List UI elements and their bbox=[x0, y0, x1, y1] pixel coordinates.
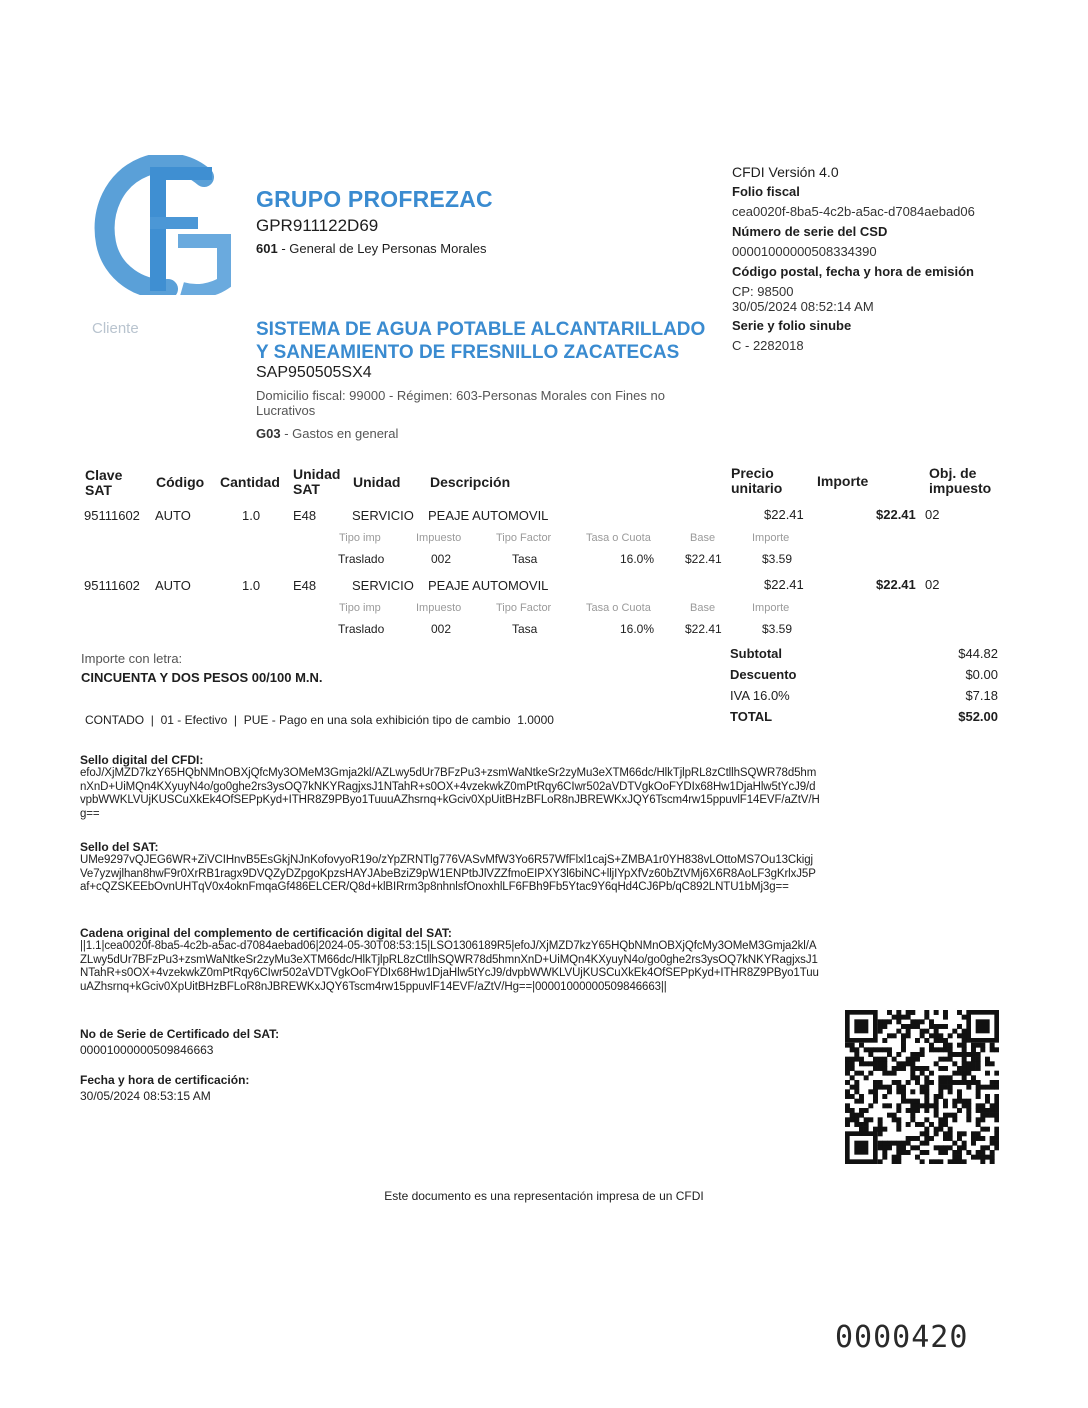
tax-base: $22.41 bbox=[685, 622, 722, 636]
row-cantidad: 1.0 bbox=[242, 508, 261, 523]
descuento-label: Descuento bbox=[730, 667, 797, 682]
tax-base: $22.41 bbox=[685, 552, 722, 566]
serie-value: C - 2282018 bbox=[732, 338, 804, 353]
row-obj: 02 bbox=[925, 577, 940, 592]
amount-words-label: Importe con letra: bbox=[81, 651, 183, 666]
tax-impuesto: 002 bbox=[431, 552, 452, 566]
iva-label: IVA 16.0% bbox=[730, 688, 790, 703]
client-uso-code: G03 bbox=[256, 426, 281, 441]
row-clave: 95111602 bbox=[84, 508, 140, 523]
sello-cfdi-value: efoJ/XjMZD7kzY65HQbNMnOBXjQfcMy3OMeM3Gmja2kl/AZLwy5dUr7BFzPu3+zsmWaNtkeSr2zyMu3eXTM66dc/HlkTjlpRL8zCtllhSQWR78d5hmnXnD+UiMQn4KXyuyN4o/go0ghe2rs3ysOQ7kNKYRagjxsJ1NTahR+s0OX+4vzekwkZ0mPtRqy6CIwr502aVDTVgkOoFYDIx68Hw1DjaHlw5tYcJ9/dvpbWWKLVUjKUSCuXkEk4OfSEPpKyd+ITHR8Z9PByo1TuuuAZhsrnq+kGciv0XpUitBHzBFLoR8nJBREWKxJQY6Tscm4rw15ppuvlF14EVF/aZtV/Hg== bbox=[80, 767, 820, 820]
cert-sat-section bbox=[80, 1027, 279, 1057]
row-importe: $22.41 bbox=[876, 507, 916, 522]
client-rfc: SAP950505SX4 bbox=[256, 364, 372, 381]
client-name-line1: SISTEMA DE AGUA POTABLE ALCANTARILLADO bbox=[256, 319, 706, 340]
serie-label: Serie y folio sinube bbox=[732, 318, 852, 333]
cadena-label: Cadena original del complemento de certificación digital del SAT: bbox=[80, 926, 452, 940]
tax-impuesto-label: Impuesto bbox=[416, 602, 462, 614]
descuento-value: $0.00 bbox=[965, 667, 998, 682]
total-value: $52.00 bbox=[958, 709, 998, 724]
company-logo bbox=[92, 155, 232, 295]
tax-importe-label: Importe bbox=[752, 602, 790, 614]
tax-factor-label: Tipo Factor bbox=[496, 602, 552, 614]
col-unidad: Unidad bbox=[353, 474, 401, 490]
page-number: 0000420 bbox=[835, 1320, 969, 1355]
tax-factor: Tasa bbox=[512, 622, 538, 636]
issuer-regime-code: 601 bbox=[256, 241, 278, 256]
cert-fecha-label: Fecha y hora de certificación: bbox=[80, 1073, 250, 1087]
cadena-value: ||1.1|cea0020f-8ba5-4c2b-a5ac-d7084aebad06|2024-05-30T08:53:15|LSO1306189R5|efoJ/XjMZD7kzY65HQbNMnOBXjQfcMy3OMeM3Gmja2kl/AZLwy5dUr7BFzPu3+zsmWaNtkeSr2zyMu3eXTM66dc/HlkTjlpRL8zCtllhSQWR78d5hmnXnD+UiMQn4KXyuyN4o/go0ghe2rs3ysOQ7kNKYRagjxsJ1NTahR+s0OX+4vzekwkZ0mPtRqy6CIwr502aVDTVgkOoFYDIx68Hw1DjaHlw5tYcJ9/dvpbWWKLVUjKUSCuXkEk4OfSEPpKyd+ITHR8Z9PByo1TuuuAZhsrnq+kGciv0XpUitBHzBFLoR8nJBREWKxJQY6Tscm4rw15ppuvlF14EVF/aZtV/Hg==|00001000000509846663|| bbox=[80, 940, 819, 993]
tax-tasa-label: Tasa o Cuota bbox=[586, 602, 651, 614]
row-cantidad: 1.0 bbox=[242, 578, 261, 593]
row-precio: $22.41 bbox=[764, 577, 804, 592]
emission-datetime: 30/05/2024 08:52:14 AM bbox=[732, 299, 874, 314]
client-uso-cfdi bbox=[256, 426, 398, 441]
sello-sat-section bbox=[80, 840, 820, 895]
tax-impuesto-label: Impuesto bbox=[416, 532, 462, 544]
tax-tipo: Traslado bbox=[338, 552, 385, 566]
footer-note: Este documento es una representación impresa de un CFDI bbox=[384, 1189, 704, 1203]
amount-words: CINCUENTA Y DOS PESOS 00/100 M.N. bbox=[81, 670, 323, 685]
total-row bbox=[730, 709, 998, 730]
tax-tipo-label: Tipo imp bbox=[339, 532, 381, 544]
tax-tasa-label: Tasa o Cuota bbox=[586, 532, 651, 544]
cfdi-version: CFDI Versión 4.0 bbox=[732, 164, 839, 180]
row-precio: $22.41 bbox=[764, 507, 804, 522]
sello-cfdi-label: Sello digital del CFDI: bbox=[80, 753, 204, 767]
col-unidad-sat: Unidad SAT bbox=[293, 466, 341, 497]
client-uso-desc: - Gastos en general bbox=[280, 426, 399, 441]
col-precio-unitario: Precio unitario bbox=[731, 465, 783, 496]
payment-info: CONTADO | 01 - Efectivo | PUE - Pago en una sola exhibición tipo de cambio 1.0000 bbox=[85, 713, 554, 727]
row-obj: 02 bbox=[925, 507, 940, 522]
iva-value: $7.18 bbox=[965, 688, 998, 703]
issuer-regime-desc: - General de Ley Personas Morales bbox=[277, 241, 487, 256]
issuer-regime bbox=[256, 241, 487, 256]
col-cantidad: Cantidad bbox=[220, 474, 280, 490]
iva-row bbox=[730, 688, 998, 709]
tax-base-label: Base bbox=[690, 602, 716, 614]
issuer-name: GRUPO PROFREZAC bbox=[256, 186, 493, 212]
cadena-section bbox=[80, 926, 820, 994]
subtotal-value: $44.82 bbox=[958, 646, 998, 661]
cert-fecha-value: 30/05/2024 08:53:15 AM bbox=[80, 1089, 211, 1103]
cfdi-info bbox=[732, 162, 1032, 356]
col-clave-sat: Clave SAT bbox=[85, 467, 123, 498]
csd-value: 00001000000508334390 bbox=[732, 244, 877, 259]
sello-cfdi-section bbox=[80, 753, 820, 821]
cp-value: CP: 98500 bbox=[732, 284, 794, 299]
totals-block bbox=[730, 646, 998, 730]
row-codigo: AUTO bbox=[155, 508, 191, 523]
col-codigo: Código bbox=[156, 474, 205, 490]
client-label: Cliente bbox=[92, 320, 139, 337]
tax-importe: $3.59 bbox=[762, 622, 793, 636]
cert-sat-value: 00001000000509846663 bbox=[80, 1043, 214, 1057]
row-codigo: AUTO bbox=[155, 578, 191, 593]
row-unidad: SERVICIO bbox=[352, 508, 414, 523]
issuer-rfc: GPR911122D69 bbox=[256, 216, 379, 235]
col-importe: Importe bbox=[817, 473, 869, 489]
tax-factor: Tasa bbox=[512, 552, 538, 566]
col-obj-impuesto: Obj. de impuesto bbox=[929, 465, 992, 496]
sello-sat-label: Sello del SAT: bbox=[80, 840, 159, 854]
tax-tipo: Traslado bbox=[338, 622, 385, 636]
row-clave: 95111602 bbox=[84, 578, 140, 593]
cp-label: Código postal, fecha y hora de emisión bbox=[732, 264, 974, 279]
qr-code bbox=[845, 1010, 999, 1164]
descuento-row bbox=[730, 667, 998, 688]
folio-label: Folio fiscal bbox=[732, 184, 800, 199]
subtotal-label: Subtotal bbox=[730, 646, 782, 661]
csd-label: Número de serie del CSD bbox=[732, 224, 888, 239]
row-descripcion: PEAJE AUTOMOVIL bbox=[428, 508, 549, 523]
tax-importe: $3.59 bbox=[762, 552, 793, 566]
cert-fecha-section bbox=[80, 1073, 249, 1103]
folio-value: cea0020f-8ba5-4c2b-a5ac-d7084aebad06 bbox=[732, 204, 975, 219]
cert-sat-label: No de Serie de Certificado del SAT: bbox=[80, 1027, 280, 1041]
client-name-line2: Y SANEAMIENTO DE FRESNILLO ZACATECAS bbox=[256, 342, 680, 363]
col-descripcion: Descripción bbox=[430, 474, 511, 490]
tax-factor-label: Tipo Factor bbox=[496, 532, 552, 544]
tax-tasa: 16.0% bbox=[620, 552, 655, 566]
row-unidad-sat: E48 bbox=[293, 578, 317, 593]
subtotal-row bbox=[730, 646, 998, 667]
tax-tipo-label: Tipo imp bbox=[339, 602, 381, 614]
tax-base-label: Base bbox=[690, 532, 716, 544]
row-importe: $22.41 bbox=[876, 577, 916, 592]
tax-importe-label: Importe bbox=[752, 532, 790, 544]
row-descripcion: PEAJE AUTOMOVIL bbox=[428, 578, 549, 593]
row-unidad-sat: E48 bbox=[293, 508, 317, 523]
client-name bbox=[256, 318, 776, 364]
tax-tasa: 16.0% bbox=[620, 622, 655, 636]
tax-impuesto: 002 bbox=[431, 622, 452, 636]
client-domicilio: Domicilio fiscal: 99000 - Régimen: 603-Personas Morales con Fines no Lucrativos bbox=[256, 388, 665, 418]
total-label: TOTAL bbox=[730, 709, 773, 724]
sello-sat-value: UMe9297vQJEG6WR+ZiVCIHnvB5EsGkjNJnKofovyoR19o/zYpZRNTlg776VASvMfW3Yo6R57WfFlxl1cajS+ZMBA1r0YH838vLOttoMS7Ou13CkigjVe7yzwjlhan8hwF9r0XrRB1ragx9DVQZyDZpgoKpzsHAYJAbeBziZ9pW1ENPtbJlVZZfmoEIPXY3l6biNC+lljIYpXfVz60bZtVMj6X6R8AoLF3gKrlxJ5Paf+cQZSKEEbOvnUHTqV0x4oknFmqaGf486ELCER/Q8d+klBIRrm3p8nhnlsfOnoxhlLF6FBh9Fb5Ytac9Y6qHd4CJ6Pb/qC892LNTU1bMj3g== bbox=[80, 854, 816, 893]
row-unidad: SERVICIO bbox=[352, 578, 414, 593]
